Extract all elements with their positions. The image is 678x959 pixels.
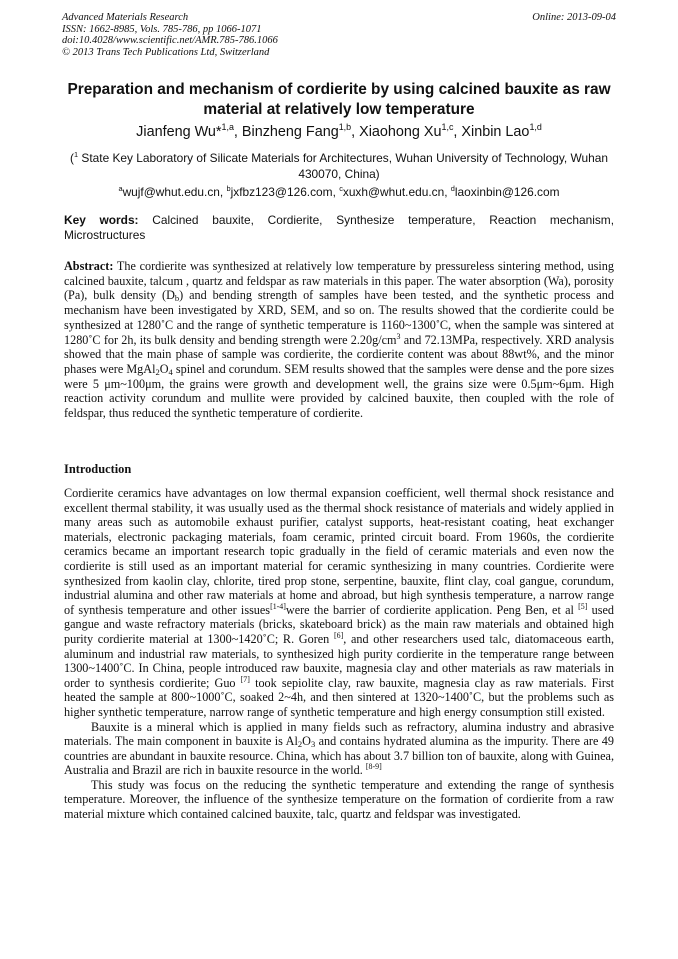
- paper-title: Preparation and mechanism of cordierite by using calcined bauxite as raw material at relatively low temperature: [67, 81, 611, 118]
- issn-line: ISSN: 1662-8985, Vols. 785-786, pp 1066-1071: [62, 23, 262, 35]
- doi-line[interactable]: doi:10.4028/www.scientific.net/AMR.785-786.1066: [62, 35, 278, 47]
- author: Jianfeng Wu*$^{1,a}$,: [136, 122, 242, 140]
- paragraph: This study was focus on the reducing the synthetic temperature and extending the range of synthesis temperature. Moreover, the influence of the synthesize temperature on the formation of cordierite from a raw material mixture which contained calcined bauxite, talc, quartz and feldspar was investigated.: [64, 777, 614, 822]
- author: Xinbin Lao$^{1,d}$: [461, 122, 542, 140]
- citation: [6]: [333, 630, 344, 640]
- abstract-label: Abstract:: [64, 259, 114, 273]
- keywords-text: Calcined bauxite, Cordierite, Synthesize temperature, Reaction mechanism, Microstructures: [64, 213, 615, 242]
- citation: [1-4]: [270, 601, 286, 611]
- introduction-body: [64, 486, 614, 822]
- email-entry[interactable]: $^b$jxfbz123@126.com: [226, 184, 333, 199]
- paragraph: Cordierite ceramics have advantages on low thermal expansion coefficient, well thermal shock resistance and excellent thermal stability, it was usually used as the thermal shock resistance of materials and widely applied in many areas such as automobile exhaust purifier, catalyst supports, heat-resistant coating, heat exchanger materials, electronic packaging materials, foam ceramic, printed circuit board. From 1960s, the cordierite ceramics became an important research topic gradually in the field of ceramic materials and even now the cordierite is still used as an important material for ceramic synthesizing in many countries. Cordierite were synthesized from kaolin clay, chlorite, tired prop stone, serpentine, bauxite, flint clay, coal gangue, corundum, industrial alumina and other raw materials at home and abroad, but high synthesis temperature, a narrow range of synthesis temperature and other issues[1-4]were the barrier of cordierite application. Peng Ben, et al [5] used gangue and waste refractory materials (bricks, skateboard brick) as the main raw materials and obtained high purity cordierite material at 1300~1420˚C; R. Goren [6], and other researchers used talc, diatomaceous earth, aluminum and industrial raw materials, to synthesized high purity cordierite in the temperature range between 1300~1400˚C. In China, people introduced raw bauxite, magnesia clay and other materials as raw materials in order to synthesis cordierite; Guo [7] took sepiolite clay, raw bauxite, magnesia clay as raw materials. First heated the sample at 800~1000˚C, soaked 2~4h, and then sintered at 1320~1400˚C, but the problems such as higher synthetic temperature, narrow range of synthetic temperature and high energy consumption still existed.: [64, 486, 615, 719]
- email-entry[interactable]: $^a$wujf@whut.edu.cn: [118, 184, 220, 199]
- publication-header: [62, 12, 616, 58]
- keywords: [64, 213, 614, 243]
- email-list: $^a$wujf@whut.edu.cn, $^b$jxfbz123@126.com, $^c$xuxh@whut.edu.cn, $^d$laoxinbin@126.com: [118, 184, 560, 199]
- citation: [7]: [240, 674, 250, 684]
- author-list: [64, 123, 614, 141]
- paragraph: Bauxite is a mineral which is applied in many fields such as refractory, alumina industry and abrasive materials. The main component in bauxite is $Al_2O_3$ and contains hydrated alumina as the impurity. There are 49 countries are abundant in bauxite resource. China, which has about 3.7 billion ton of bauxite, along with Guinea, Australia and Brazil are rich in bauxite resource in the world. [8-9]: [64, 719, 614, 778]
- author: Binzheng Fang$^{1,b}$,: [241, 122, 360, 140]
- citation: [8-9]: [365, 762, 382, 772]
- affiliation: ($^1$ State Key Laboratory of Silicate Materials for Architectures, Wuhan University of Technology, Wuhan 430070, China): [70, 150, 608, 181]
- abstract: Abstract: The cordierite was synthesized at relatively low temperature by pressureless sintering method, using calcined bauxite, talcum , quartz and feldspar as raw materials in this paper. The water absorption (Wa), porosity (Pa), bulk density $(D_b)$ and bending strength of samples have been tested, and the synthetic process and mechanism have been investigated by XRD, SEM, and so on. The results showed that the cordierite could be synthesized at 1280˚C and the range of synthetic temperature is 1160~1300˚C, when the sample was sintered at 1280˚C for 2h, its bulk density and bending strength were $2.20g/cm^3$ and 72.13MPa, respectively. XRD analysis showed that the main phase of sample was cordierite, the cordierite content was about 88wt%, and the minor phases were $MgAl_2O_4$ spinel and corundum. SEM results showed that the samples were dense and the pore sizes were 5 μm~100μm, the grains were growth and development well, the grains size were 0.5μm~6μm. High reaction activity corundum and mullite were provided by calcined bauxite, then coupled with the role of feldspar, thus reduced the synthetic temperature of cordierite.: [64, 259, 614, 421]
- keywords-label: Key words:: [64, 213, 139, 227]
- author: Xiaohong Xu$^{1,c}$,: [359, 122, 462, 140]
- citation: [5]: [578, 601, 588, 611]
- section-heading-introduction: Introduction: [64, 462, 132, 476]
- email-entry[interactable]: $^d$laoxinbin@126.com: [450, 184, 560, 199]
- copyright-line: © 2013 Trans Tech Publications Ltd, Switzerland: [62, 46, 270, 58]
- email-entry[interactable]: $^c$xuxh@whut.edu.cn: [339, 184, 445, 199]
- journal-name: Advanced Materials Research: [62, 12, 189, 23]
- online-date: Online: 2013-09-04: [532, 12, 616, 23]
